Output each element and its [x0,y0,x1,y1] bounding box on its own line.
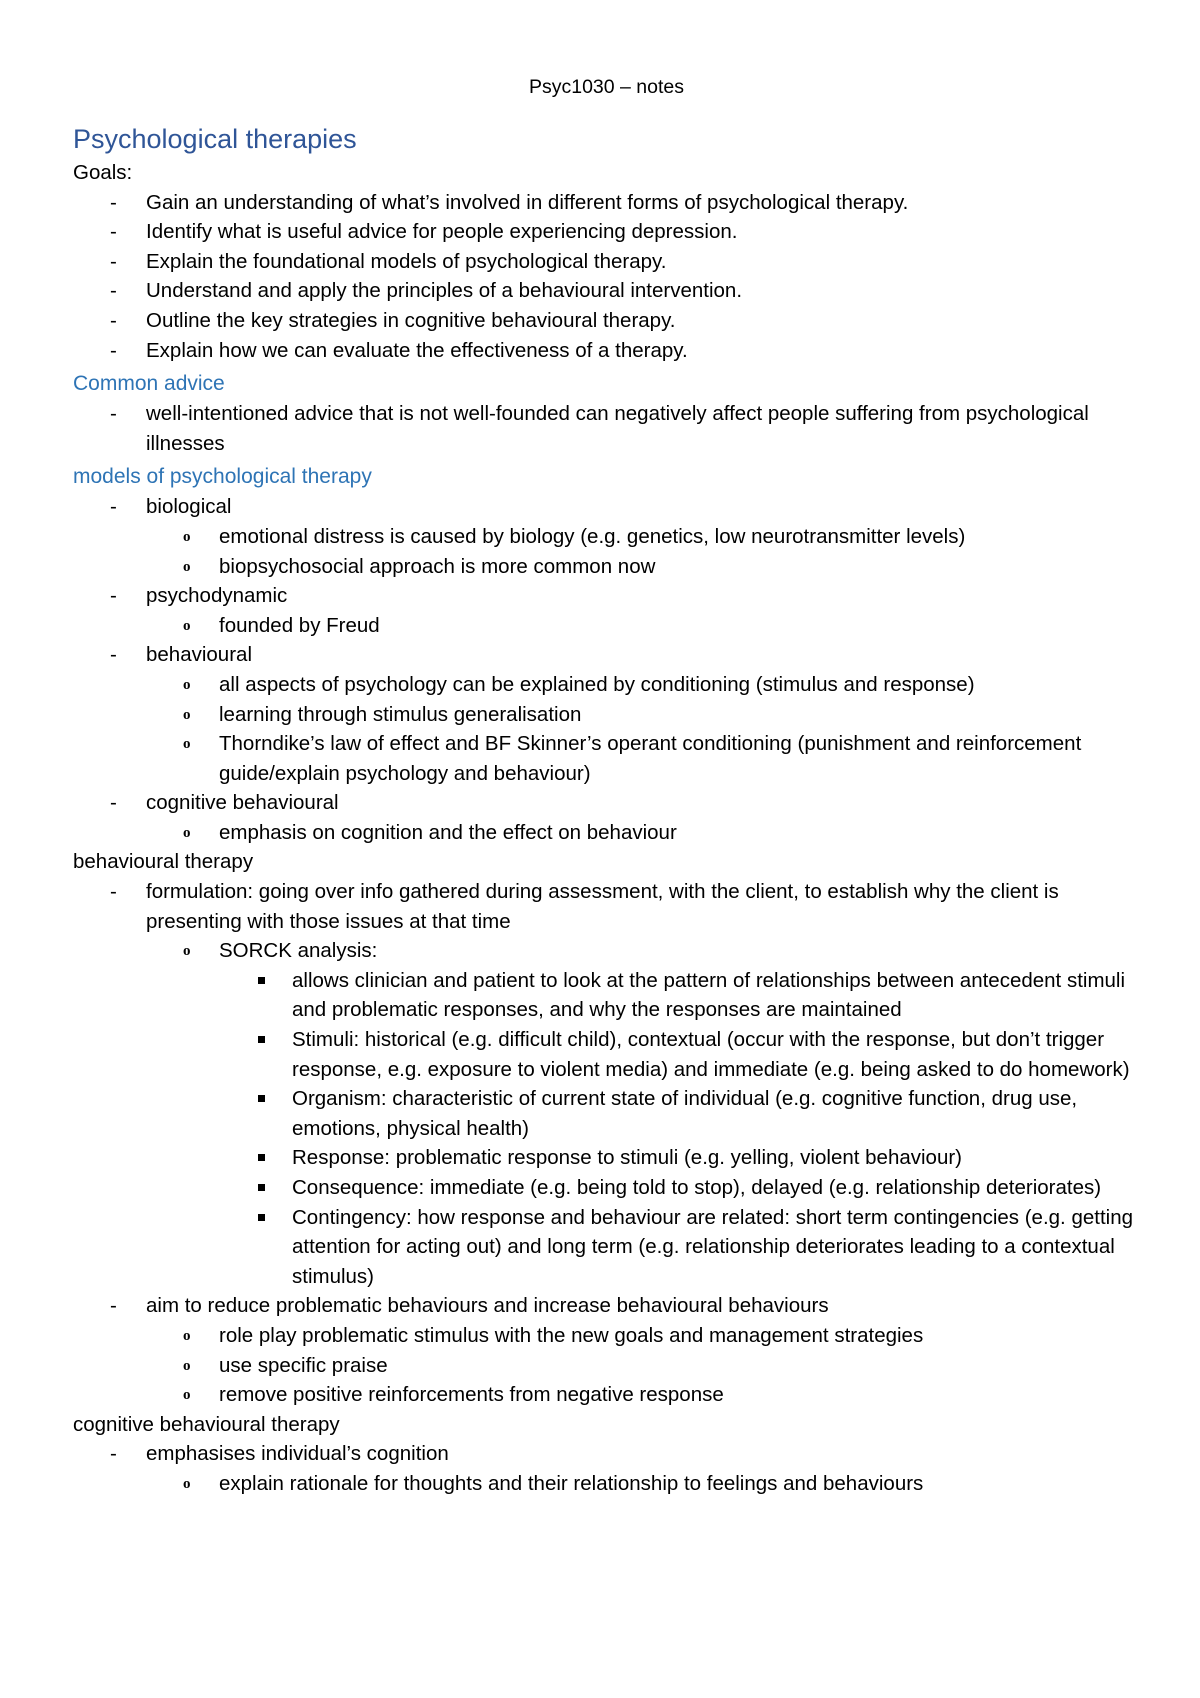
list-item: o emotional distress is caused by biology (e.g. genetics, low neurotransmitter levels) [146,522,1140,552]
goals-list [73,188,1140,366]
list-item: o role play problematic stimulus with the new goals and management strategies [146,1321,1140,1351]
sub-list [146,611,1140,641]
list-item: o emphasis on cognition and the effect on behaviour [146,818,1140,848]
cbt-item-text: emphasises individual’s cognition [146,1442,449,1466]
list-item: o all aspects of psychology can be explained by conditioning (stimulus and response) [146,670,1140,700]
model-behavioural [73,640,1140,788]
common-advice-heading: Common advice [73,372,225,396]
list-item: o biopsychosocial approach is more common now [146,552,1140,582]
list-item: o use specific praise [146,1351,1140,1381]
page-header: Psyc1030 – notes [528,76,685,98]
list-item: o remove positive reinforcements from negative response [146,1380,1140,1410]
model-label: behavioural [146,643,252,667]
list-item: - Explain the foundational models of psychological therapy. [73,247,1140,277]
list-item: Response: problematic response to stimuli (e.g. yelling, violent behaviour) [219,1143,1140,1173]
model-psychodynamic [73,581,1140,640]
list-item: - Outline the key strategies in cognitive behavioural therapy. [73,306,1140,336]
list-item: - Understand and apply the principles of a behavioural intervention. [73,276,1140,306]
model-biological [73,492,1140,581]
list-item: - Gain an understanding of what’s involved in different forms of psychological therapy. [73,188,1140,218]
list-item: allows clinician and patient to look at the pattern of relationships between antecedent stimuli and problematic responses, and why the responses are maintained [219,966,1140,1025]
list-item: Consequence: immediate (e.g. being told to stop), delayed (e.g. relationship deteriorates) [219,1173,1140,1203]
sub-list [146,818,1140,848]
behavioural-therapy-list [73,877,1140,1410]
cbt-list [73,1439,1140,1498]
sub-list [146,1469,1140,1499]
list-item: Stimuli: historical (e.g. difficult child), contextual (occur with the response, but don’t trigger response, e.g. exposure to violent media) and immediate (e.g. being asked to do homework) [219,1025,1140,1084]
list-item: o founded by Freud [146,611,1140,641]
model-label: biological [146,495,232,519]
list-item: - well-intentioned advice that is not well-founded can negatively affect people suffering from psychological illnesses [73,399,1140,458]
sorck-list [219,966,1140,1292]
aim-text: aim to reduce problematic behaviours and increase behavioural behaviours [146,1294,829,1318]
model-label: psychodynamic [146,584,288,608]
sub-list [146,1321,1140,1410]
cbt-heading: cognitive behavioural therapy [73,1412,340,1436]
model-label: cognitive behavioural [146,791,339,815]
sub-list [146,670,1140,788]
models-list [73,492,1140,847]
formulation-text: formulation: going over info gathered during assessment, with the client, to establish why the client is presenting with those issues at that time [146,880,1059,933]
main-heading: Psychological therapies [73,124,357,154]
list-item: Organism: characteristic of current state of individual (e.g. cognitive function, drug use, emotions, physical health) [219,1084,1140,1143]
sub-list [146,522,1140,581]
sorck-item [146,936,1140,1291]
list-item: o Thorndike’s law of effect and BF Skinner’s operant conditioning (punishment and reinforcement guide/explain psychology and behaviour) [146,729,1140,788]
common-advice-list [73,399,1140,458]
sorck-label: SORCK analysis: [219,939,378,963]
model-cognitive-behavioural [73,788,1140,847]
formulation-item [73,877,1140,1291]
list-item: Contingency: how response and behaviour are related: short term contingencies (e.g. getting attention for acting out) and long term (e.g. relationship deteriorates leading to a contextual stimulus) [219,1203,1140,1292]
sub-list [146,936,1140,1291]
aim-item [73,1291,1140,1409]
goals-label: Goals: [73,161,133,184]
models-heading: models of psychological therapy [73,465,372,489]
list-item: - Identify what is useful advice for people experiencing depression. [73,217,1140,247]
list-item: o learning through stimulus generalisation [146,700,1140,730]
list-item: - Explain how we can evaluate the effectiveness of a therapy. [73,336,1140,366]
list-item: o explain rationale for thoughts and their relationship to feelings and behaviours [146,1469,1140,1499]
behavioural-therapy-heading: behavioural therapy [73,850,254,874]
cbt-item [73,1439,1140,1498]
